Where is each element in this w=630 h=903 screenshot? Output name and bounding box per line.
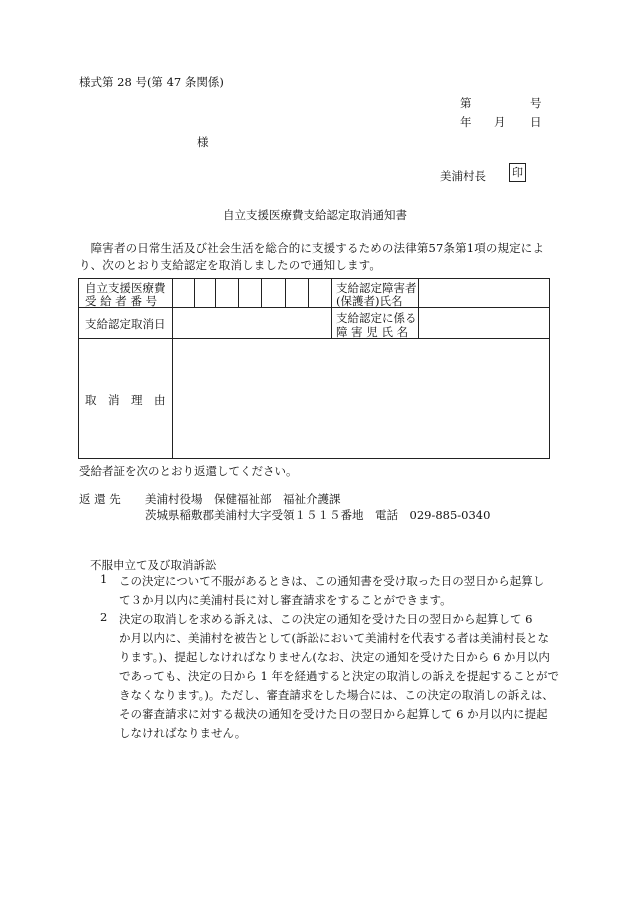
intro-line: 障害者の日常生活及び社会生活を総合的に支援するための法律第57条第1項の規定によ [79, 241, 545, 255]
recipient-number-label: 受 給 者 番 号 [85, 294, 158, 308]
return-address: 茨城県稲敷郡美浦村大字受領１５１５番地 電話 029-885-0340 [145, 508, 491, 522]
document-number-suffix: 号 [530, 96, 542, 110]
child-name-label: 支給認定に係る [336, 311, 417, 325]
digit-box-divider [261, 279, 262, 307]
appeal-line: きなくなります。)。ただし、審査請求をした場合には、この決定の取消しの訴えは、 [119, 688, 554, 702]
cancellation-table [78, 278, 550, 459]
table-rule [331, 279, 332, 338]
addressee-honorific: 様 [197, 135, 209, 149]
appeal-item-2 [100, 610, 560, 743]
patient-name-field[interactable] [424, 285, 544, 303]
digit-box-divider [215, 279, 216, 307]
date-month-label: 月 [494, 115, 506, 129]
return-note: 受給者証を次のとおり返還してください。 [79, 464, 298, 478]
issuer-name: 美浦村長 [440, 169, 486, 183]
appeal-heading: 不服申立て及び取消訴訟 [90, 558, 217, 572]
appeal-line: しなければなりません。 [119, 726, 247, 740]
cancel-reason-label: 取 消 理 由 [85, 393, 166, 407]
date-year-label: 年 [460, 115, 472, 129]
table-rule [418, 279, 419, 338]
table-rule [172, 279, 173, 458]
digit-box-divider [308, 279, 309, 307]
intro-line: り、次のとおり支給認定を取消しましたので通知します。 [79, 258, 381, 272]
appeal-line: か月以内に、美浦村を被告として(訴訟において美浦村を代表する者は美浦村長とな [119, 631, 549, 645]
patient-name-label: (保護者)氏名 [336, 294, 403, 308]
item-number: 2 [100, 610, 108, 624]
item-number: 1 [100, 572, 108, 586]
appeal-line: であっても、決定の日から 1 年を経過すると決定の取消しの訴えを提起することがで [119, 669, 560, 683]
appeal-line: その審査請求に対する裁決の通知を受けた日の翌日から起算して 6 か月以内に提起 [119, 707, 548, 721]
cancel-reason-field[interactable] [178, 345, 543, 453]
cancel-date-label: 支給認定取消日 [85, 317, 166, 331]
child-name-label: 障 害 児 氏 名 [336, 325, 409, 339]
table-rule [79, 338, 549, 339]
document-number-prefix: 第 [460, 96, 472, 110]
digit-box-divider [285, 279, 286, 307]
digit-box-divider [238, 279, 239, 307]
seal-stamp: 印 [509, 163, 526, 182]
recipient-number-label: 自立支援医療費 [85, 281, 166, 295]
appeal-line: て３か月以内に美浦村長に対し審査請求をすることができます。 [119, 593, 452, 607]
appeal-line: ります。)、提起しなければなりません(なお、決定の通知を受けた日から 6 か月以内 [119, 650, 550, 664]
form-number: 様式第 28 号(第 47 条関係) [79, 75, 224, 89]
date-day-label: 日 [530, 115, 542, 129]
intro-paragraph [79, 240, 549, 274]
return-destination-label: 返 還 先 [79, 492, 121, 506]
document-title: 自立支援医療費支給認定取消通知書 [223, 208, 407, 222]
appeal-line: 決定の取消しを求める訴えは、この決定の通知を受けた日の翌日から起算して 6 [119, 612, 533, 626]
appeal-line: この決定について不服があるときは、この通知書を受け取った日の翌日から起算し [119, 574, 545, 588]
return-department: 美浦村役場 保健福祉部 福祉介護課 [145, 492, 341, 506]
appeal-item-1 [100, 572, 545, 610]
child-name-field[interactable] [424, 313, 544, 331]
patient-name-label: 支給認定障害者 [336, 281, 417, 295]
digit-box-divider [194, 279, 195, 307]
cancel-date-field[interactable] [178, 313, 326, 331]
